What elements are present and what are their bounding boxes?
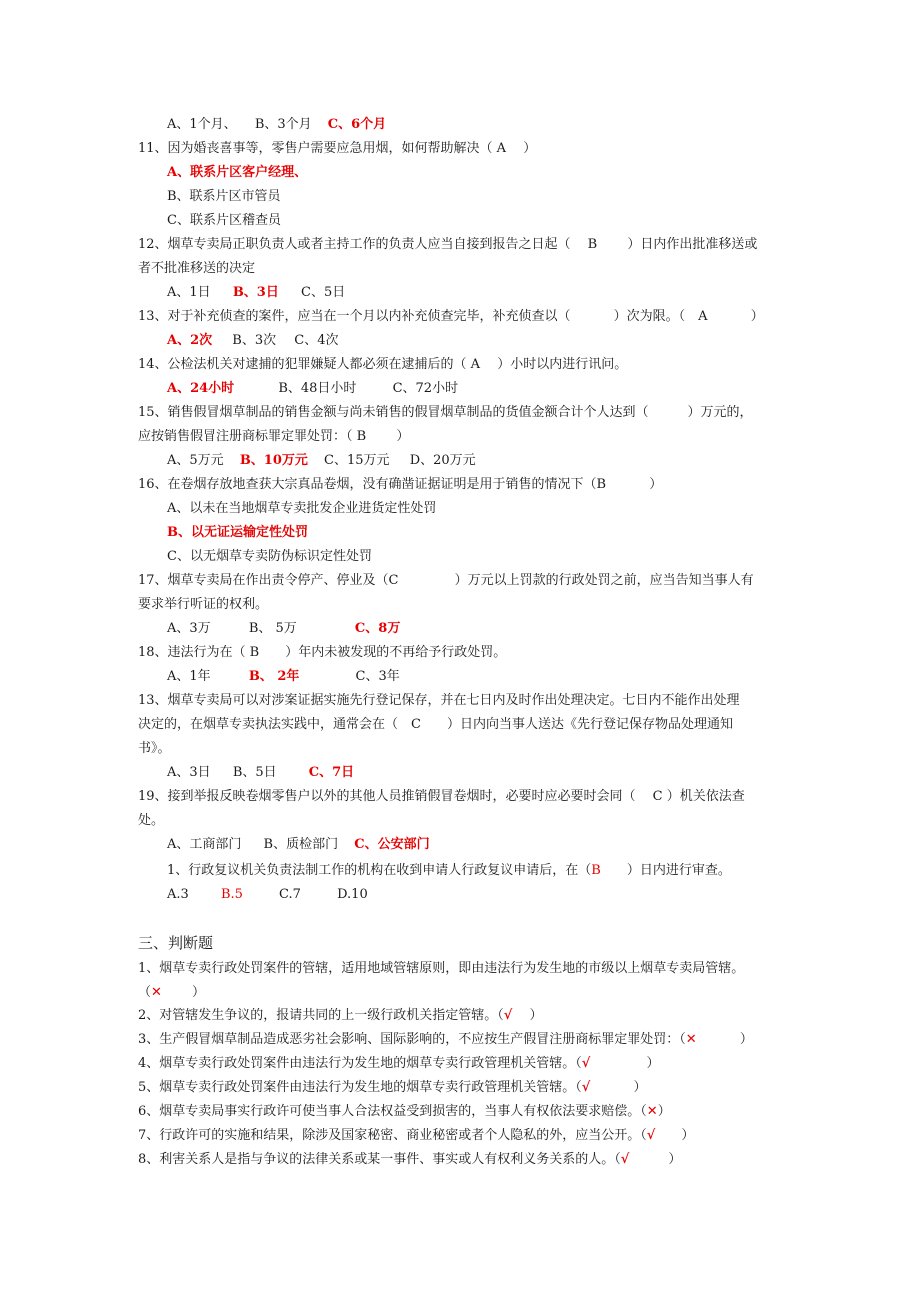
q10-option-b: B、3个月 — [254, 117, 312, 132]
q14-option-b: B、48日小时 — [278, 381, 357, 396]
tf-1-line2: （✕ ） — [138, 985, 206, 1000]
q17-option-a: A、3万 — [167, 621, 211, 636]
q19-option-a: A、工商部门 — [167, 837, 242, 852]
tf-7: 7、行政许可的实施和结果，除涉及国家秘密、商业秘密或者个人隐私的外，应当公开。（√ ） — [138, 1128, 695, 1143]
q13-option-c: C、4次 — [294, 333, 339, 348]
q17-option-c-answer: C、8万 — [354, 621, 401, 636]
q15-stem-line2: 应按销售假冒注册商标罪定罪处罚：（ B ） — [138, 429, 410, 444]
tf-1-cross-mark: ✕ — [151, 985, 162, 1000]
q12-option-a: A、1日 — [167, 285, 211, 300]
tf-2-check-mark: √ — [503, 1008, 513, 1023]
q19-options — [167, 836, 430, 854]
q16-option-a: A、以未在当地烟草专卖批发企业进货定性处罚 — [167, 501, 437, 516]
q18-options — [167, 668, 400, 686]
q17-stem-line1: 17、烟草专卖局在作出责令停产、停业及（C ）万元以上罚款的行政处罚之前，应当告知当事人有 — [138, 573, 754, 588]
q12-option-b-answer: B、3日 — [232, 285, 279, 300]
q17-options — [167, 620, 400, 638]
q19-option-b: B、质检部门 — [263, 837, 339, 852]
q1-stem-post: ）日内进行审查。 — [600, 863, 731, 878]
q19-stem-line2: 处。 — [138, 813, 165, 828]
q16-option-b-answer: B、以无证运输定性处罚 — [167, 525, 308, 540]
tf-3: 3、生产假冒烟草制品造成恶劣社会影响、国际影响的，不应按生产假冒注册商标罪定罪处罚：（✕ ） — [138, 1032, 753, 1047]
tf-7-check-mark: √ — [646, 1128, 656, 1143]
tf-5-check-mark: √ — [581, 1080, 591, 1095]
q15-option-c: C、15万元 — [324, 453, 390, 468]
q10-option-a: A、1个月、 — [167, 117, 237, 132]
q13-stem: 13、对于补充侦查的案件，应当在一个月以内补充侦查完毕，补充侦查以（ ）次为限。（ A ） — [138, 309, 764, 324]
q15-option-b-answer: B、10万元 — [239, 453, 308, 468]
tf-8: 8、利害关系人是指与争议的法律关系或某一事件、事实或人有权利义务关系的人。（√ ） — [138, 1152, 682, 1167]
q13-option-b: B、3次 — [232, 333, 277, 348]
q19-option-c-answer: C、公安部门 — [354, 837, 430, 852]
q11-option-c: C、联系片区稽查员 — [167, 213, 281, 228]
q1-option-c: C.7 — [279, 887, 301, 902]
q12-option-c: C、5日 — [301, 285, 346, 300]
q1-option-b-answer: B.5 — [220, 887, 243, 902]
tf-1-line1: 1、烟草专卖行政处罚案件的管辖，适用地域管辖原则，即由违法行为发生地的市级以上烟草专卖局管辖。 — [138, 961, 745, 976]
q1-stem-pre: 1、行政复议机关负责法制工作的机构在收到申请人行政复议申请后，在（ — [167, 863, 592, 878]
q16-option-c: C、以无烟草专卖防伪标识定性处罚 — [167, 549, 372, 564]
tf-8-check-mark: √ — [620, 1152, 630, 1167]
q19-stem-line1: 19、接到举报反映卷烟零售户以外的其他人员推销假冒卷烟时，必要时应必要时会同（ C ）机关依法查 — [138, 789, 745, 804]
q17-option-b: B、 5万 — [248, 621, 297, 636]
q18-option-a: A、1年 — [167, 669, 211, 684]
q11-stem: 11、因为婚丧喜事等，零售户需要应急用烟，如何帮助解决（ A ） — [138, 141, 537, 156]
q15-stem-line1: 15、销售假冒烟草制品的销售金额与尚未销售的假冒烟草制品的货值金额合计个人达到（ ）万元的， — [138, 405, 753, 420]
q12-stem-line2: 者不批准移送的决定 — [138, 261, 256, 276]
q15-option-d: D、20万元 — [409, 453, 476, 468]
q13b-stem-line2: 决定的，在烟草专卖执法实践中，通常会在（ C ）日内向当事人送达《先行登记保存物品处理通知 — [138, 717, 733, 732]
q16-stem: 16、在卷烟存放地查获大宗真品卷烟，没有确凿证据证明是用于销售的情况下（B ） — [138, 477, 663, 492]
q17-stem-line2: 要求举行听证的权利。 — [138, 597, 269, 612]
q13-options — [167, 332, 338, 350]
q1-option-a: A.3 — [167, 887, 189, 902]
q13-option-a-answer: A、2次 — [167, 333, 213, 348]
tf-5: 5、烟草专卖行政处罚案件由违法行为发生地的烟草专卖行政管理机关管辖。（√ ） — [138, 1080, 647, 1095]
q14-option-c: C、72小时 — [392, 381, 459, 396]
q10-options — [167, 116, 386, 134]
tf-6-cross-mark: ✕ — [646, 1104, 658, 1119]
tf-6: 6、烟草专卖局事实行政许可使当事人合法权益受到损害的，当事人有权依法要求赔偿。（✕） — [138, 1104, 671, 1119]
q13b-options — [167, 764, 354, 782]
q14-options — [167, 380, 458, 398]
q15-option-a: A、5万元 — [167, 453, 224, 468]
q13b-stem-line3: 书》。 — [138, 741, 171, 756]
q18-stem: 18、违法行为在（ B ）年内未被发现的不再给予行政处罚。 — [138, 645, 507, 660]
q13b-option-a: A、3日 — [167, 765, 211, 780]
q1-stem — [167, 862, 731, 880]
tf-4-check-mark: √ — [581, 1056, 591, 1071]
tf-2: 2、对管辖发生争议的，报请共同的上一级行政机关指定管辖。（√ ） — [138, 1008, 543, 1023]
q13b-option-c-answer: C、7日 — [308, 765, 355, 780]
q12-stem-line1: 12、烟草专卖局正职负责人或者主持工作的负责人应当自接到报告之日起（ B ）日内作出批准移送或 — [138, 237, 758, 252]
q1-options — [167, 886, 368, 904]
q1-option-d: D.10 — [337, 887, 368, 902]
q1-answer: B — [591, 863, 601, 878]
q18-option-c: C、3年 — [355, 669, 400, 684]
q13b-option-b: B、5日 — [232, 765, 277, 780]
q12-options — [167, 284, 345, 302]
q14-option-a-answer: A、24小时 — [167, 381, 235, 396]
q13b-stem-line1: 13、烟草专卖局可以对涉案证据实施先行登记保存，并在七日内及时作出处理决定。七日内不能作出处理 — [138, 693, 740, 708]
q11-option-a-answer: A、联系片区客户经理、 — [167, 165, 308, 180]
section-3-heading: 三、判断题 — [138, 934, 214, 952]
q14-stem: 14、公检法机关对逮捕的犯罪嫌疑人都必须在逮捕后的（ A ）小时以内进行讯问。 — [138, 357, 628, 372]
q11-option-b: B、联系片区市管员 — [167, 189, 281, 204]
tf-4: 4、烟草专卖行政处罚案件由违法行为发生地的烟草专卖行政管理机关管辖。（√ ） — [138, 1056, 660, 1071]
q18-option-b-answer: B、 2年 — [248, 669, 300, 684]
q15-options — [167, 452, 476, 470]
tf-3-cross-mark: ✕ — [685, 1032, 697, 1047]
q10-option-c-answer: C、6个月 — [327, 117, 387, 132]
